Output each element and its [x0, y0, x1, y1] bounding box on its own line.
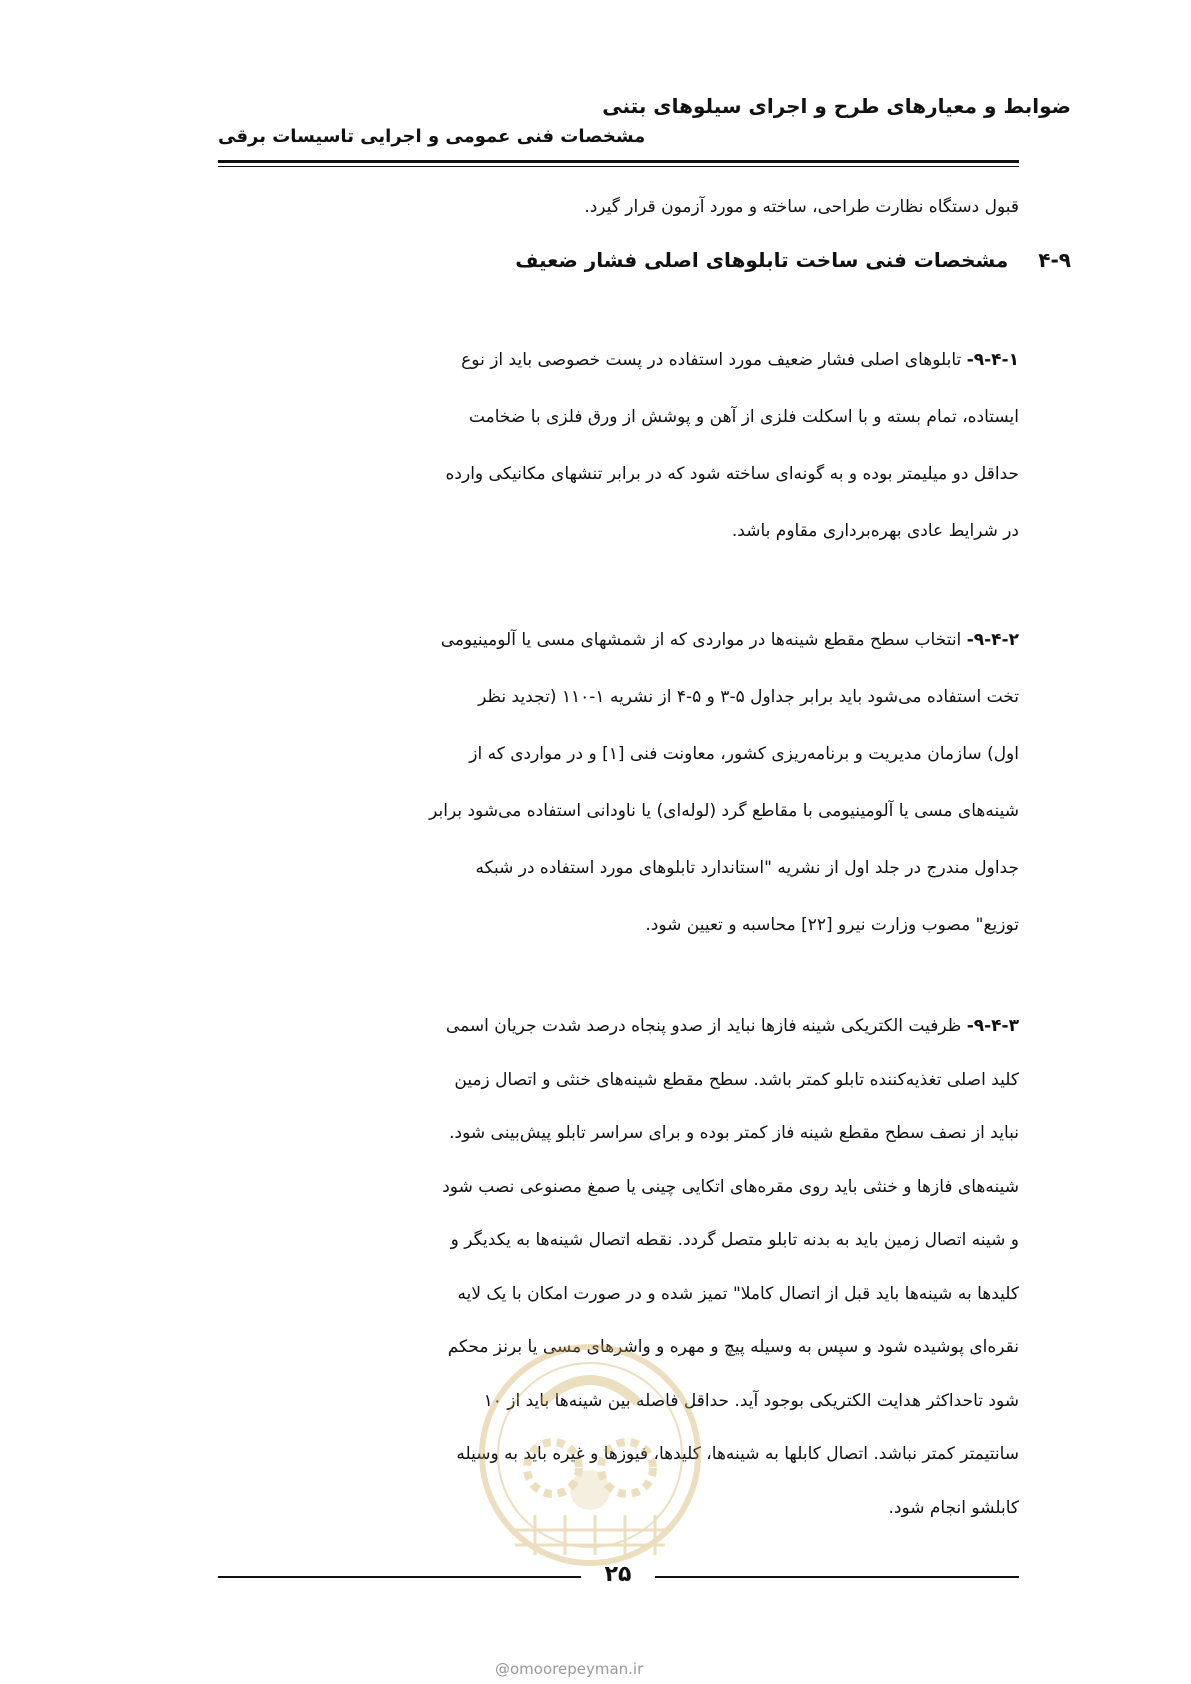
paragraph-line: سانتیمتر کمتر نباشد. اتصال کابلها به شینه‌ها، کلیدها، فیوزها و غیره باید به وسیله [456, 1444, 1019, 1464]
section-heading [270, 248, 1071, 272]
at-icon: @ [495, 1660, 510, 1678]
footer-rule-left [218, 1576, 581, 1578]
paragraph-line-text: انتخاب سطح مقطع شینه‌ها در مواردی که از شمشهای مسی یا آلومینیومی [440, 630, 962, 650]
paragraph-line-text: ظرفیت الکتریکی شینه فازها نباید از صدو پنجاه درصد شدت جریان اسمی [445, 1016, 962, 1036]
watermark-url: omoorepeyman.ir [510, 1660, 644, 1678]
intro-line: قبول دستگاه نظارت طراحی، ساخته و مورد آزمون قرار گیرد. [584, 197, 1019, 217]
section-title: مشخصات فنی ساخت تابلوهای اصلی فشار ضعیف [515, 248, 1009, 272]
paragraph-line [218, 1000, 1019, 1054]
paragraph-line: تخت استفاده می‌شود باید برابر جداول ۵-۳ و ۵-۴ از نشریه ۱-۱۱۰ (تجدید نظر [478, 687, 1019, 707]
paragraph-line: حداقل دو میلیمتر بوده و به گونه‌ای ساخته شود که در برابر تنشهای مکانیکی وارده [445, 464, 1019, 484]
header-book-title: ضوابط و معیارهای طرح و اجرای سیلوهای بتنی [602, 94, 1071, 118]
paragraph-line: کلید اصلی تغذیه‌کننده تابلو کمتر باشد. سطح مقطع شینه‌های خنثی و اتصال زمین [454, 1069, 1019, 1090]
header-rule-thin [218, 166, 1019, 167]
paragraph-9-4-2 [218, 612, 1019, 954]
paragraph-line: جداول مندرج در جلد اول از نشریه "استاندارد تابلوهای مورد استفاده در شبکه [475, 858, 1019, 878]
paragraph-line: کلیدها به شینه‌ها باید قبل از اتصال کاملا" تمیز شده و در صورت امکان با یک لایه [457, 1283, 1019, 1304]
paragraph-line: و شینه اتصال زمین باید به بدنه تابلو متصل گردد. نقطه اتصال شینه‌ها به یکدیگر و [450, 1230, 1019, 1250]
header-rule-thick [218, 160, 1019, 163]
paragraph-line: نباید از نصف سطح مقطع شینه فاز کمتر بوده و برای سراسر تابلو پیش‌بینی شود. [449, 1123, 1019, 1143]
paragraph-line: کابلشو انجام شود. [888, 1497, 1019, 1518]
paragraph-line-text: تابلوهای اصلی فشار ضعیف مورد استفاده در پست خصوصی باید از نوع [461, 350, 962, 370]
paragraph-line: در شرایط عادی بهره‌برداری مقاوم باشد. [731, 521, 1019, 541]
paragraph-line: نقره‌ای پوشیده شود و سپس به وسیله پیچ و مهره و واشرهای مسی یا برنز محکم [447, 1337, 1019, 1357]
paragraph-line: شینه‌های مسی یا آلومینیومی با مقاطع گرد (لوله‌ای) یا ناودانی استفاده می‌شود برابر [429, 801, 1019, 821]
watermark-text [495, 1660, 643, 1678]
header-chapter-title: مشخصات فنی عمومی و اجرایی تاسیسات برقی [218, 126, 646, 147]
paragraph-line: شینه‌های فازها و خنثی باید روی مقره‌های اتکایی چینی یا صمغ مصنوعی نصب شود [442, 1176, 1019, 1197]
paragraph-line: اول) سازمان مدیریت و برنامه‌ریزی کشور، معاونت فنی [۱] و در مواردی که از [469, 744, 1019, 764]
footer-rule-right [655, 1576, 1019, 1578]
paragraph-number: ۹-۴-۱- [966, 350, 1019, 370]
paragraph-line [218, 612, 1019, 669]
paragraph-line: شود تاحداکثر هدایت الکتریکی بوجود آید. حداقل فاصله بین شینه‌ها باید از ۱۰ [483, 1390, 1019, 1411]
paragraph-line: ایستاده، تمام بسته و با اسکلت فلزی از آهن و پوشش از ورق فلزی با ضخامت [468, 407, 1019, 427]
paragraph-number: ۹-۴-۲- [966, 630, 1019, 650]
section-number: ۴-۹ [1038, 248, 1071, 272]
watermark-seal-icon [475, 1340, 705, 1570]
paragraph-line: توزیع" مصوب وزارت نیرو [۲۲] محاسبه و تعیین شود. [645, 915, 1019, 935]
intro-text [218, 192, 1019, 222]
paragraph-9-4-1 [218, 332, 1019, 560]
paragraph-number: ۹-۴-۳- [966, 1016, 1019, 1036]
page-number: ۲۵ [604, 1562, 632, 1587]
paragraph-line [218, 332, 1019, 389]
